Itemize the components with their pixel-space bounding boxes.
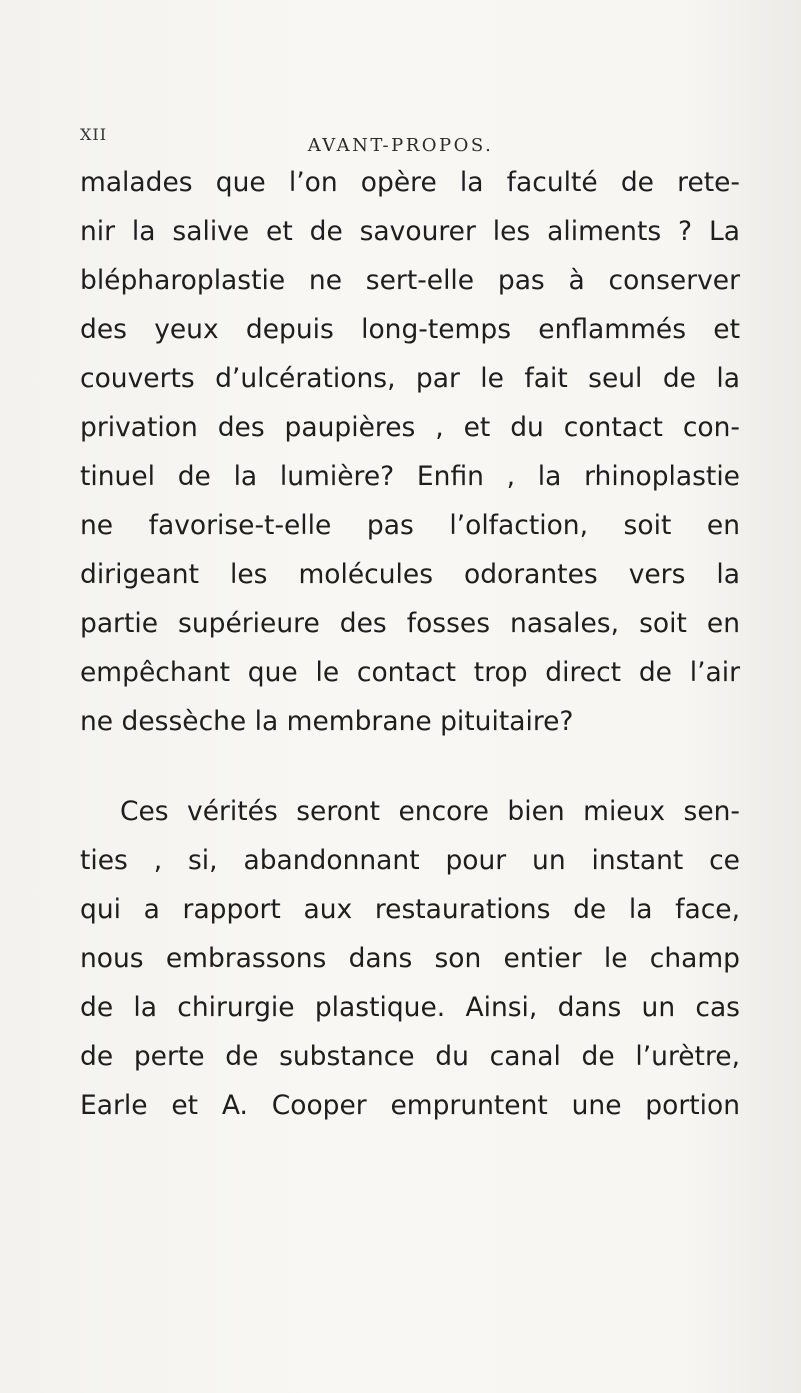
text-line: ties , si, abandonnant pour un instant ce [80,845,740,876]
text-line: des yeux depuis long-temps enflammés et [80,314,740,345]
text-line: empêchant que le contact trop direct de l’air [80,657,740,688]
text-line: ne favorise-t-elle pas l’olfaction, soit en [80,510,740,541]
text-line: de perte de substance du canal de l’urètre, [80,1041,740,1072]
text-line: malades que l’on opère la faculté de rete- [80,167,740,198]
running-head: AVANT-PROPOS. [307,135,494,156]
paragraph-1 [80,158,740,746]
text-line: qui a rapport aux restaurations de la face, [80,894,740,925]
page-header [0,125,801,155]
text-line: nir la salive et de savourer les aliments ? La [80,216,740,247]
text-line: dirigeant les molécules odorantes vers la [80,559,740,590]
text-line: Ces vérités seront encore bien mieux sen- [120,796,740,827]
text-line: nous embrassons dans son entier le champ [80,943,740,974]
page-number: XII [80,125,108,144]
text-line: partie supérieure des fosses nasales, soit en [80,608,740,639]
text-line: Earle et A. Cooper empruntent une portion [80,1090,740,1121]
body-text [80,158,740,1130]
text-line: ne dessèche la membrane pituitaire? [80,706,574,737]
text-line: blépharoplastie ne sert-elle pas à conserver [80,265,740,296]
paragraph-2 [80,787,740,1130]
text-line: tinuel de la lumière? Enfin , la rhinoplastie [80,461,740,492]
text-line: couverts d’ulcérations, par le fait seul de la [80,363,740,394]
text-line: de la chirurgie plastique. Ainsi, dans un cas [80,992,740,1023]
text-line: privation des paupières , et du contact con- [80,412,740,443]
paragraph-spacer [80,746,740,787]
